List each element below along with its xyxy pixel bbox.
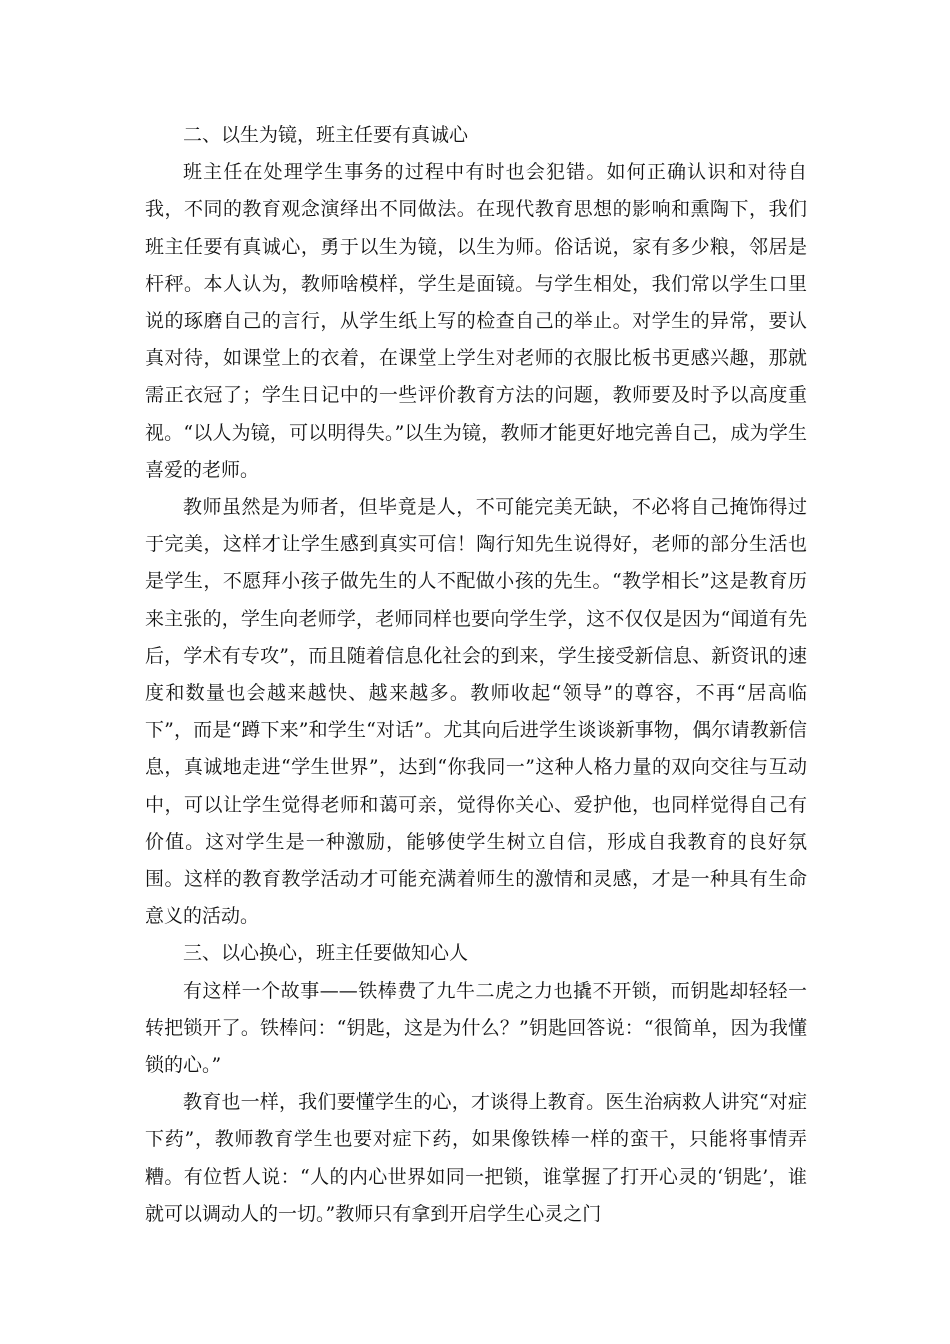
document-body [145, 117, 807, 1233]
paragraph: 有这样一个故事——铁棒费了九牛二虎之力也撬不开锁，而钥匙却轻轻一转把锁开了。铁棒问：“钥匙，这是为什么？”钥匙回答说：“很简单，因为我懂锁的心。” [145, 979, 807, 1077]
paragraph: 教师虽然是为师者，但毕竟是人，不可能完美无缺，不必将自己掩饰得过于完美，这样才让学生感到真实可信！陶行知先生说得好，老师的部分生活也是学生，不愿拜小孩子做先生的人不配做小孩的先生。“教学相长”这是教育历来主张的，学生向老师学，老师同样也要向学生学，这不仅仅是因为“闻道有先后，学术有专攻”，而且随着信息化社会的到来，学生接受新信息、新资讯的速度和数量也会越来越快、越来越多。教师收起“领导”的尊容，不再“居高临下”，而是“蹲下来”和学生“对话”。尤其向后进学生谈谈新事物，偶尔请教新信息，真诚地走进“学生世界”，达到“你我同一”这种人格力量的双向交往与互动中，可以让学生觉得老师和蔼可亲，觉得你关心、爱护他，也同样觉得自己有价值。这对学生是一种激励，能够使学生树立自信，形成自我教育的良好氛围。这样的教育教学活动才可能充满着师生的激情和灵感，才是一种具有生命意义的活动。 [145, 496, 807, 928]
paragraph: 班主任在处理学生事务的过程中有时也会犯错。如何正确认识和对待自我，不同的教育观念演绎出不同做法。在现代教育思想的影响和熏陶下，我们班主任要有真诚心，勇于以生为镜，以生为师。俗话说，家有多少粮，邻居是杆秤。本人认为，教师啥模样，学生是面镜。与学生相处，我们常以学生口里说的琢磨自己的言行，从学生纸上写的检查自己的举止。对学生的异常，要认真对待，如课堂上的衣着，在课堂上学生对老师的衣服比板书更感兴趣，那就需正衣冠了；学生日记中的一些评价教育方法的问题，教师要及时予以高度重视。“以人为镜，可以明得失。”以生为镜，教师才能更好地完善自己，成为学生喜爱的老师。 [145, 161, 807, 481]
section-heading-3: 三、以心换心，班主任要做知心人 [183, 942, 469, 965]
paragraph: 教育也一样，我们要懂学生的心，才谈得上教育。医生治病救人讲究“对症下药”，教师教育学生也要对症下药，如果像铁棒一样的蛮干，只能将事情弄糟。有位哲人说：“人的内心世界如同一把锁，谁掌握了打开心灵的‘钥匙’，谁就可以调动人的一切。”教师只有拿到开启学生心灵之门 [145, 1091, 807, 1225]
section-heading-2: 二、以生为镜，班主任要有真诚心 [183, 124, 469, 146]
